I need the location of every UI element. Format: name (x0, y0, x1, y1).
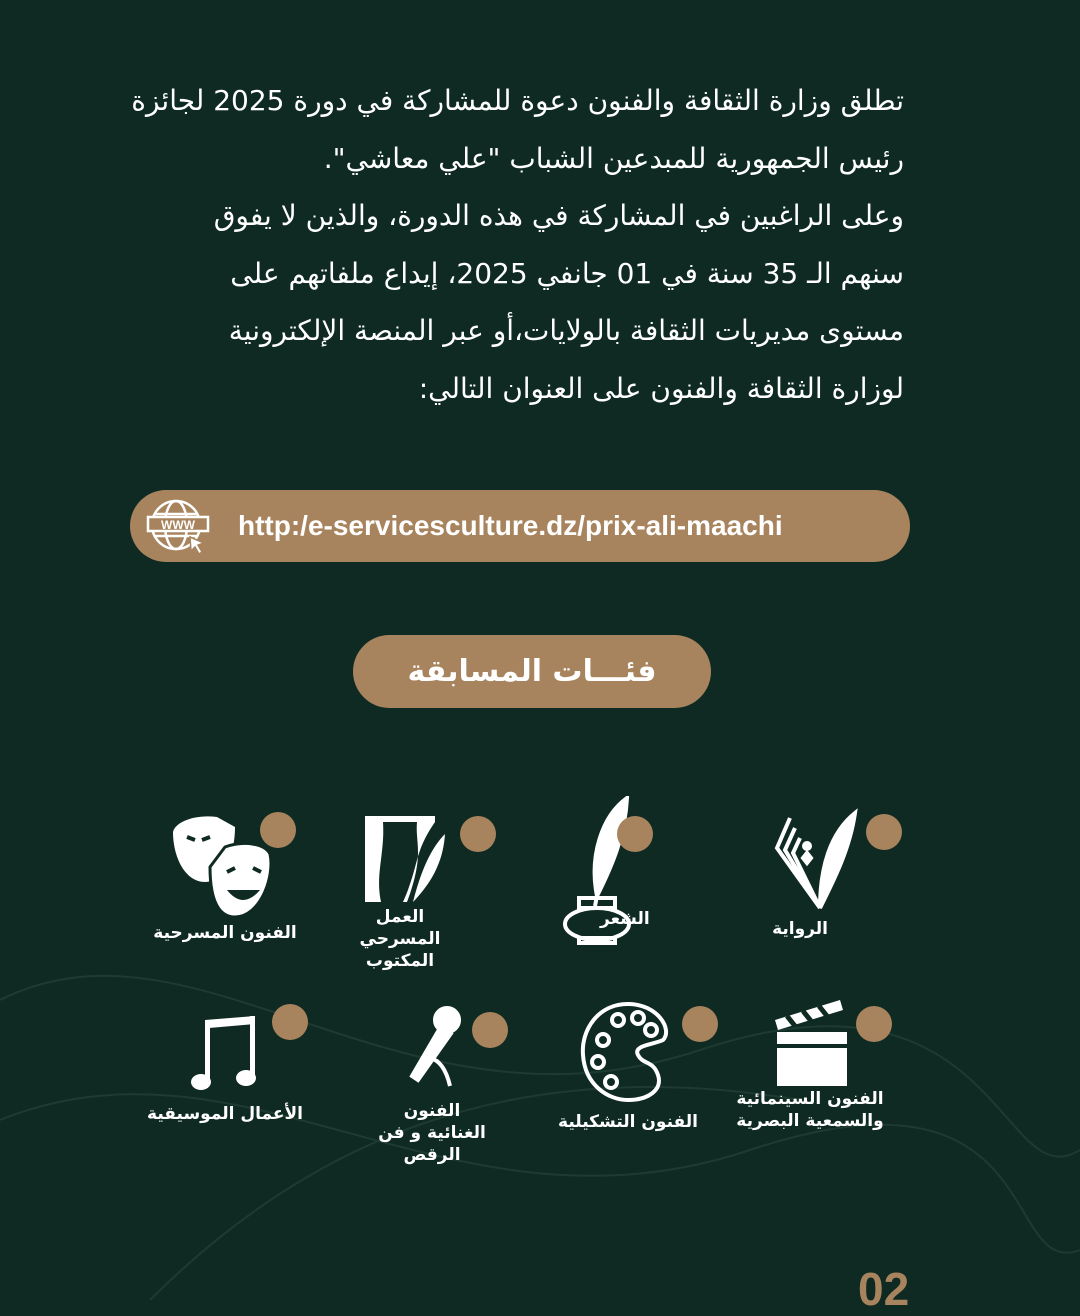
intro-line: وعلى الراغبين في المشاركة في هذه الدورة، والذين لا يفوق (213, 199, 904, 232)
categories-title: فئـــات المسابقة (407, 654, 657, 689)
palette-icon (573, 1000, 683, 1105)
category-label: الأعمال الموسيقية (147, 1104, 303, 1124)
category-label: الفنون الغنائية و فن الرقص (378, 1101, 486, 1165)
bullet-dot (866, 814, 902, 850)
page-number: 02 (858, 1263, 910, 1315)
category-label: الرواية (772, 919, 828, 939)
globe-www-icon (146, 497, 212, 557)
curtain-quill-icon (345, 814, 455, 904)
music-notes-icon (175, 1010, 275, 1095)
intro-line: تطلق وزارة الثقافة والفنون دعوة للمشاركة في دورة 2025 لجائزة (131, 84, 904, 117)
intro-paragraph (112, 72, 904, 417)
intro-line: رئيس الجمهورية للمبدعين الشباب "علي معاشي". (323, 141, 904, 175)
clapperboard-icon (755, 998, 865, 1088)
bullet-dot (460, 816, 496, 852)
bullet-dot (260, 812, 296, 848)
category-label: الفنون التشكيلية (558, 1112, 698, 1132)
url-text[interactable]: http:/e-servicesculture.dz/prix-ali-maachi (238, 510, 783, 541)
url-link[interactable] (130, 490, 910, 562)
category-label: الفنون السينمائية والسمعية البصرية (736, 1089, 884, 1131)
category-label: العمل المسرحي المكتوب (359, 907, 441, 971)
bullet-dot (682, 1006, 718, 1042)
svg-text:WWW: WWW (161, 518, 195, 532)
category-label: الفنون المسرحية (153, 923, 297, 943)
intro-line: سنهم الـ 35 سنة في 01 جانفي 2025، إيداع ملفاتهم على (230, 256, 904, 290)
intro-line: لوزارة الثقافة والفنون على العنوان التالي: (418, 371, 904, 405)
bullet-dot (472, 1012, 508, 1048)
category-poetry (492, 796, 692, 946)
categories-title-pill (353, 635, 711, 708)
bullet-dot (272, 1004, 308, 1040)
bullet-dot (856, 1006, 892, 1042)
intro-line: مستوى مديريات الثقافة بالولايات،أو عبر المنصة الإلكترونية (228, 314, 904, 347)
novel-book-quill-icon (735, 808, 865, 918)
category-label: الشعر (600, 909, 650, 929)
bullet-dot (617, 816, 653, 852)
